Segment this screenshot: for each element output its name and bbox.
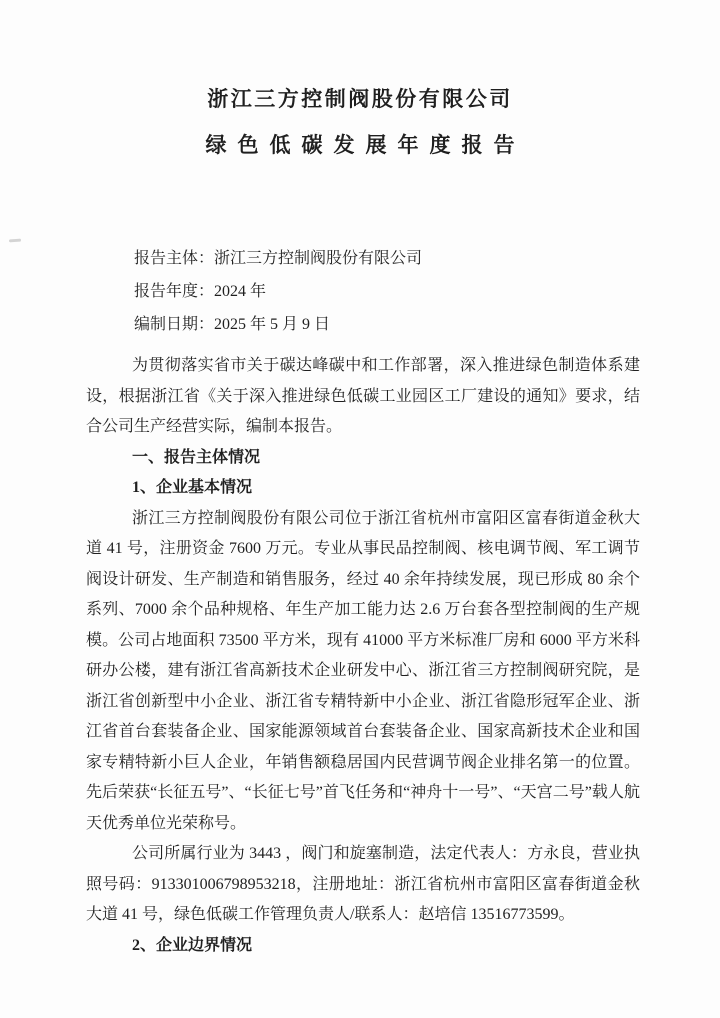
report-year-line: 报告年度：2024 年 [134, 283, 267, 300]
registration-info-paragraph: 公司所属行业为 3443 ，阀门和旋塞制造，法定代表人：方永良，营业执照号码：913301006798953218，注册地址：浙江省杭州市富阳区富春街道金秋大道 41 号，绿色低碳工作管理负责人/联系人：赵培信 13516773599。 [86, 845, 640, 923]
section-1-heading: 一、报告主体情况 [132, 448, 261, 466]
section-1-2-heading: 2、企业边界情况 [132, 936, 253, 954]
document-title-block [0, 0, 720, 158]
report-date-line: 编制日期：2025 年 5 月 9 日 [134, 316, 331, 333]
section-1-1-heading: 1、企业基本情况 [132, 479, 253, 496]
company-name-title: 浙江三方控制阀股份有限公司 [207, 87, 513, 111]
scan-artifact-mark [9, 239, 21, 243]
report-meta-block [134, 242, 720, 341]
company-profile-paragraph: 浙江三方控制阀股份有限公司位于浙江省杭州市富阳区富春街道金秋大道 41 号，注册资金 7600 万元。专业从事民品控制阀、核电调节阀、军工调节阀设计研发、生产制造和销售服务，经过 40 余年持续发展，现已形成 80 余个系列、7000 余个品种规格、年生产加工能力达 2.6 万台套各型控制阀的生产规模。公司占地面积 73500 平方米，现有 41000 平方米标准厂房和 6000 平方米科研办公楼，建有浙江省高新技术企业研发中心、浙江省三方控制阀研究院，是浙江省创新型中小企业、浙江省专精特新中小企业、浙江省隐形冠军企业、浙江省首台套装备企业、国家能源领域首台套装备企业、国家高新技术企业和国家专精特新小巨人企业，年销售额稳居国内民营调节阀企业排名第一的位置。先后荣获“长征五号”、“长征七号”首飞任务和“神舟十一号”、“天宫二号”载人航天优秀单位光荣称号。 [86, 509, 640, 832]
report-subject-line: 报告主体：浙江三方控制阀股份有限公司 [134, 250, 423, 267]
document-body [86, 351, 640, 961]
report-title: 绿色低碳发展年度报告 [205, 133, 526, 157]
intro-paragraph: 为贯彻落实省市关于碳达峰碳中和工作部署，深入推进绿色制造体系建设，根据浙江省《关于深入推进绿色低碳工业园区工厂建设的通知》要求，结合公司生产经营实际，编制本报告。 [86, 357, 640, 435]
